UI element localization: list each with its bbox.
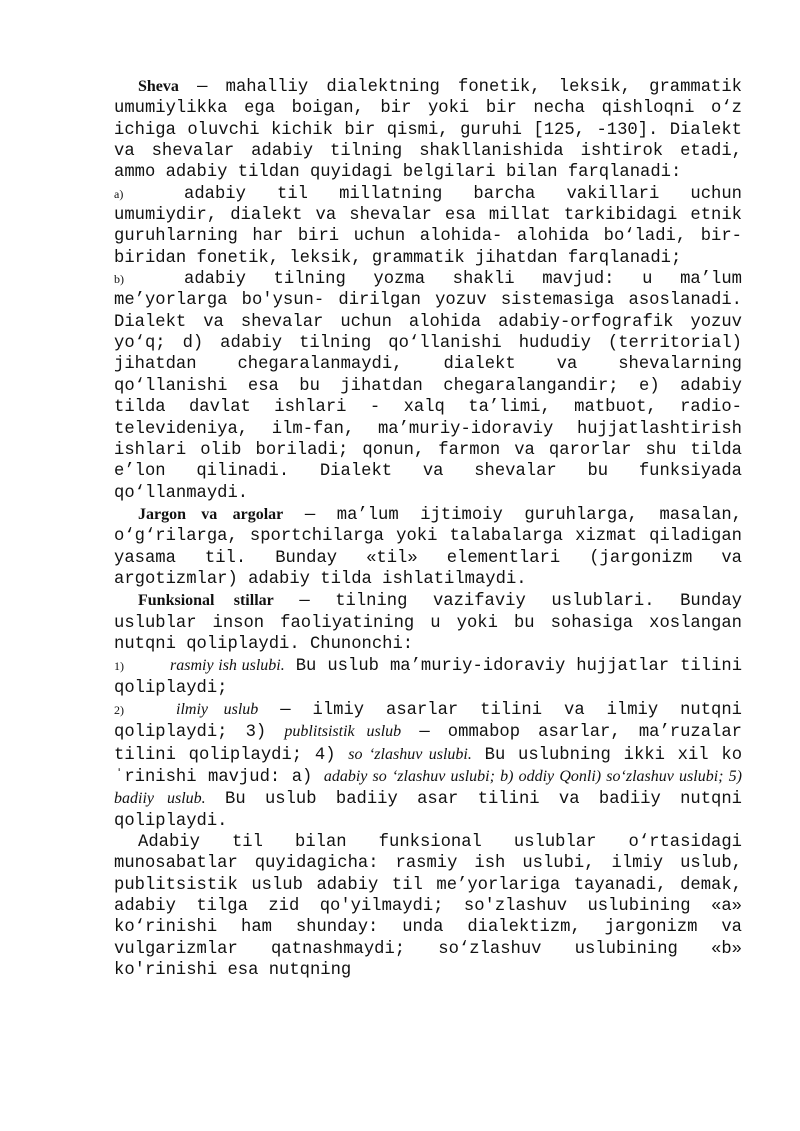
list-item-2-text-2: — ommabop asarlar, ma’ruzalar tilini qoliplaydi; 4) [114,723,742,765]
list-item-b [114,269,742,504]
sheva-definition: — mahalliy dialektning fonetik, leksik, grammatik umumiylikka ega boigan, bir yoki bir necha qishloqni o‘z ichiga oluvchi kichik bir qismi, guruhi [125, -130]. Dialekt va shevalar adabiy tilning shakllanishida ishtirok etadi, ammo adabiy tildan quyidagi belgilari bilan farqlanadi: [114,78,742,183]
funksional-stillar-definition: — tilning vazifaviy uslublari. Bunday uslublar inson faoliyatining u yoki bu sohasiga xoslangan nutqni qoliplaydi. Chunonchi: [114,592,742,654]
list-item-a [114,184,742,269]
list-marker-b: b) [114,272,124,287]
list-item-2 [114,699,742,832]
relations-text: Adabiy til bilan funksional uslublar o‘rtasidagi munosabatlar quyidagicha: rasmiy ish uslubi, ilmiy uslub, publitsistik uslub adabiy til me’yorlariga tayanadi, demak, adabiy tilga zid qo'yilmaydi; so'zlashuv uslubining «a» ko‘rinishi ham shunday: unda dialektizm, jargonizm va vulgarizmlar qatnashmaydi; so‘zlashuv uslubining «b» ko'rinishi esa nutqning [114,833,742,981]
term-funksional-stillar: Funksional stillar [138,592,274,610]
term-jargon: Jargon va argolar [138,505,284,523]
list-marker-1: 1) [114,659,124,674]
list-item-1 [114,655,742,699]
list-item-a-text: adabiy til millatning barcha vakillari uchun umumiydir, dialekt va shevalar esa millat tarkibidagi etnik guruhlarning har biri uchun alohida- alohida bo‘ladi, bir-biridan fonetik, leksik, grammatik jihatdan farqlanadi; [114,184,742,268]
document-page [114,76,742,981]
list-item-2-text-3: Bu uslubning ikki xil koˈrinishi mavjud: a) [114,745,743,787]
style-ilmiy: ilmiy uslub [176,700,259,718]
style-sozlashuv: so ‘zlashuv uslubi. [348,745,472,763]
style-rasmiy: rasmiy ish uslubi. [170,657,285,675]
style-publitsistik: publitsistik uslub [284,723,402,741]
list-item-2-text-4: Bu uslub badiiy asar tilini va badiiy nutqni qoliplaydi. [114,790,742,831]
paragraph-relations [114,832,742,981]
paragraph-funksional-stillar [114,590,742,655]
list-item-2-text-1: — ilmiy asarlar tilini va ilmiy nutqni qoliplaydi; 3) [114,700,742,743]
list-item-b-text: adabiy tilning yozma shakli mavjud: u ma’lum me’yorlarga bo'ysun- dirilgan yozuv sistemasiga asoslanadi. Dialekt va shevalar uchun alohida adabiy-orfografik yozuv yo‘q; d) adabiy tilning qo‘llanishi hududiy (territorial) jihatdan chegaralanmaydi, dialekt va shevalarning qo‘llanishi esa bu jihatdan chegaralangandir; e) adabiy tilda davlat ishlari - xalq ta’limi, matbuot, radio-televideniya, ilm-fan, ma’muriy-idoraviy hujjatlashtirish ishlari olib boriladi; qonun, farmon va qarorlar shu tilda e’lon qilinadi. Dialekt va shevalar bu funksiyada qo‘llanmaydi. [114,270,742,503]
list-marker-2: 2) [114,702,124,717]
jargon-definition: — ma’lum ijtimoiy guruhlarga, masalan, o‘g‘rilarga, sportchilarga yoki talabalarga xizmat qiladigan yasama til. Bunday «til» elementlari (jargonizm va argotizmlar) adabiy tilda ishlatilmaydi. [114,505,742,589]
list-marker-a: a) [114,186,124,201]
list-item-1-text: Bu uslub ma’muriy-idoraviy hujjatlar tilini qoliplaydi; [114,657,743,698]
paragraph-sheva [114,76,742,184]
paragraph-jargon [114,504,742,590]
term-sheva: Sheva [138,78,179,95]
style-sozlashuv-variants: adabiy so ‘zlashuv uslubi; b) oddiy Qonli) so‘zlashuv uslubi; 5) badiiy uslub. [114,768,742,808]
